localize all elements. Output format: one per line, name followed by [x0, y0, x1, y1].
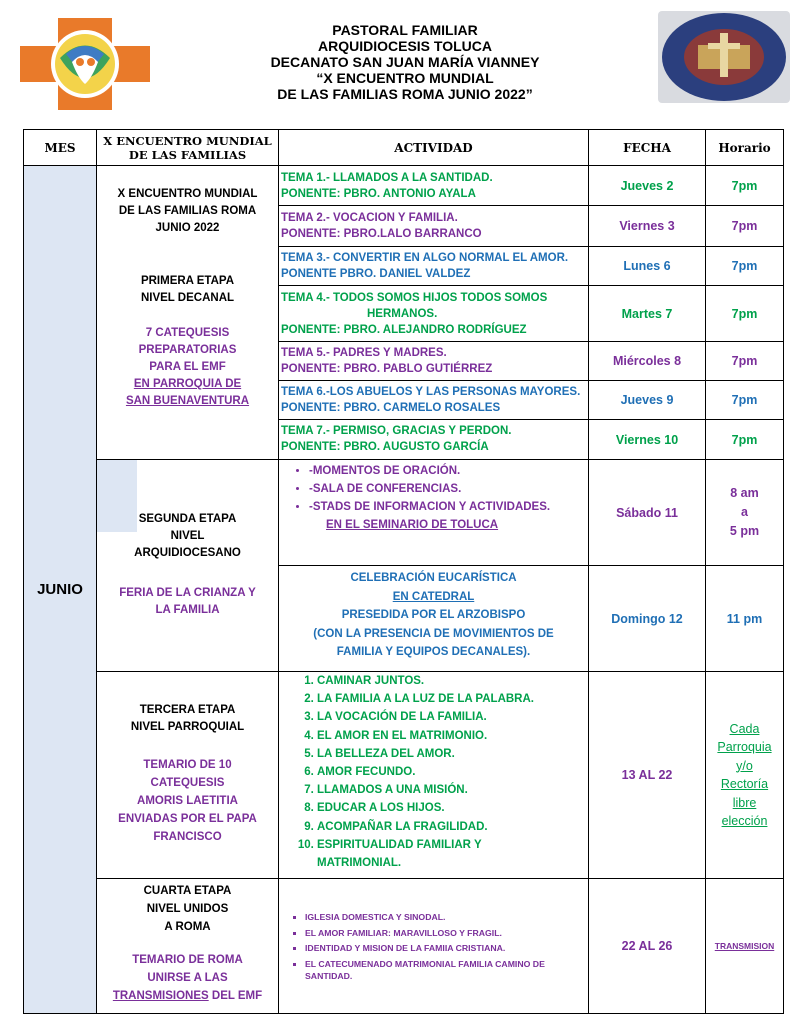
header-line: ARQUIDIOCESIS TOLUCA [318, 38, 492, 54]
fecha-tema-1: Jueves 2 [588, 165, 706, 206]
hora-tema-7: 7pm [705, 419, 784, 460]
header-line: DECANATO SAN JUAN MARÍA VIANNEY [270, 54, 540, 70]
fecha-feria: Sábado 11 [588, 459, 706, 566]
parish-link[interactable]: SAN BUENAVENTURA [125, 395, 250, 407]
activity-tema-3 [278, 246, 589, 286]
fecha-tema-7: Viernes 10 [588, 419, 706, 460]
header-mes: MES [23, 129, 97, 166]
hora-tema-3: 7pm [705, 246, 784, 286]
header-fecha: FECHA [588, 129, 706, 166]
activity-tema-4 [278, 285, 589, 342]
stage-desc-line: FRANCISCO [153, 831, 222, 843]
hora-tema-5: 7pm [705, 341, 784, 381]
catequesis-item: 2. LA FAMILIA A LA LUZ DE LA PALABRA. [317, 690, 588, 708]
tema-ponente: PONENTE: PBRO. AUGUSTO GARCÍA [281, 441, 489, 453]
stage-level: NIVEL UNIDOS [146, 903, 229, 915]
hora-line: 5 pm [729, 524, 760, 538]
month-label: JUNIO [37, 581, 83, 598]
hora-tema-1: 7pm [705, 165, 784, 206]
stage-desc-line: LA FAMILIA [155, 604, 220, 616]
tema-ponente: PONENTE: PBRO. ANTONIO AYALA [281, 188, 476, 200]
hora-tema-6: 7pm [705, 380, 784, 420]
header-actividad: ACTIVIDAD [278, 129, 589, 166]
activity-tema-5 [278, 341, 589, 381]
stage-title: PRIMERA ETAPA [140, 275, 235, 287]
event-line: JUNIO 2022 [155, 222, 220, 234]
month-cell [23, 165, 97, 1014]
transmision-link[interactable]: TRANSMISION [705, 878, 784, 1014]
catedral-link[interactable]: EN CATEDRAL [392, 590, 475, 603]
fecha-tema-3: Lunes 6 [588, 246, 706, 286]
catequesis-item: 7. LLAMADOS A UNA MISIÓN. [317, 781, 588, 799]
catequesis-item: 1. CAMINAR JUNTOS. [317, 672, 588, 690]
activity-tema-7 [278, 419, 589, 460]
seminario-link[interactable]: EN EL SEMINARIO DE TOLUCA [326, 519, 499, 531]
hora-line: Rectoría [720, 777, 769, 791]
hora-misa: 11 pm [705, 565, 784, 672]
hora-feria [705, 459, 784, 566]
event-line: DE LAS FAMILIAS ROMA [118, 205, 257, 217]
catequesis-item: 8. EDUCAR A LOS HIJOS. [317, 799, 588, 817]
stage-desc-line: CATEQUESIS [150, 777, 225, 789]
fecha-roma: 22 AL 26 [588, 878, 706, 1014]
stage-desc-line: 7 CATEQUESIS [145, 327, 230, 339]
parish-link[interactable]: EN PARROQUIA DE [133, 378, 242, 390]
tema-title-cont: HERMANOS. [367, 308, 438, 320]
stage-desc-line: FERIA DE LA CRIANZA Y [119, 587, 256, 599]
hora-line: y/o [736, 758, 753, 773]
stage-title: SEGUNDA ETAPA [138, 513, 237, 525]
header-line: DE LAS FAMILIAS ROMA JUNIO 2022” [277, 86, 533, 102]
hora-tema-4: 7pm [705, 285, 784, 342]
tema-title: TEMA 6.-LOS ABUELOS Y LAS PERSONAS MAYORES. [281, 386, 581, 398]
stage-desc-line: UNIRSE A LAS [147, 972, 228, 984]
tema-title: TEMA 3.- CONVERTIR EN ALGO NORMAL EL AMOR. [281, 252, 569, 264]
tema-title: TEMA 2.- VOCACION Y FAMILIA. [281, 212, 458, 224]
header-horario: Horario [705, 129, 784, 166]
catequesis-item: 3. LA VOCACIÓN DE LA FAMILIA. [317, 708, 588, 726]
activity-roma [278, 878, 589, 1014]
schedule-table [23, 129, 784, 1014]
fecha-tema-2: Viernes 3 [588, 205, 706, 247]
misa-line: CELEBRACIÓN EUCARÍSTICA [350, 572, 517, 584]
roma-item: ▪ IDENTIDAD Y MISION DE LA FAMIIA CRISTIANA. [305, 942, 588, 955]
tema-title: TEMA 1.- LLAMADOS A LA SANTIDAD. [281, 172, 493, 184]
stage-desc-line: PARA EL EMF [149, 361, 226, 373]
roma-item: ▪ IGLESIA DOMESTICA Y SINODAL. [305, 911, 588, 924]
tema-title: TEMA 5.- PADRES Y MADRES. [281, 347, 447, 359]
stage4-description [96, 878, 279, 1014]
event-line: X ENCUENTRO MUNDIAL [117, 188, 258, 200]
hora-line: Cada [729, 721, 760, 736]
roma-item: ▪ EL CATECUMENADO MATRIMONIAL FAMILIA CAMINO DE SANTIDAD. [305, 958, 588, 983]
hora-tema-2: 7pm [705, 205, 784, 247]
stage-desc-tail: DEL EMF [208, 990, 263, 1002]
activity-feria [278, 459, 589, 566]
tema-ponente: PONENTE: PBRO. ALEJANDRO RODRÍGUEZ [281, 324, 527, 336]
tema-title: TEMA 4.- TODOS SOMOS HIJOS TODOS SOMOS [281, 292, 548, 304]
header-encuentro: X ENCUENTRO MUNDIAL DE LAS FAMILIAS [96, 129, 279, 166]
stage-desc-line: ENVIADAS POR EL PAPA [118, 813, 257, 825]
misa-line: (CON LA PRESENCIA DE MOVIMIENTOS DE [313, 627, 554, 640]
hora-line: Parroquia [717, 740, 772, 754]
catequesis-item: 6. AMOR FECUNDO. [317, 763, 588, 781]
activity-amoris [278, 671, 589, 879]
archdiocese-seal [658, 11, 790, 103]
stage1-description [96, 165, 279, 460]
stage-title: CUARTA ETAPA [143, 885, 232, 897]
document-header [170, 22, 640, 102]
fecha-amoris: 13 AL 22 [588, 671, 706, 879]
stage-desc-line: PREPARATORIAS [138, 344, 237, 356]
header-line: “X ENCUENTRO MUNDIAL [316, 70, 494, 86]
stage-level: NIVEL DECANAL [140, 292, 235, 304]
stage-desc-line: TEMARIO DE ROMA [132, 954, 243, 966]
feria-item: • -SALA DE CONFERENCIAS. [309, 480, 588, 498]
catequesis-item: 10. ESPIRITUALIDAD FAMILIAR Y MATRIMONIAL. [317, 836, 588, 872]
hora-line: libre [732, 795, 757, 810]
tema-ponente: PONENTE PBRO. DANIEL VALDEZ [281, 268, 471, 280]
pastoral-logo [20, 18, 150, 110]
stage-level: NIVEL PARROQUIAL [130, 721, 245, 733]
tema-ponente: PONENTE: PBRO. CARMELO ROSALES [281, 402, 501, 414]
activity-misa [278, 565, 589, 672]
stage-desc-line: TEMARIO DE 10 [143, 759, 232, 771]
hora-line: elección [721, 814, 768, 828]
stage-title: TERCERA ETAPA [139, 704, 236, 716]
misa-line: FAMILIA Y EQUIPOS DECANALES). [336, 646, 531, 658]
tema-ponente: PONENTE: PBRO.LALO BARRANCO [281, 228, 482, 240]
hora-line: 8 am [730, 486, 759, 500]
catequesis-item: 9. ACOMPAÑAR LA FRAGILIDAD. [317, 818, 588, 836]
catequesis-item: 4. EL AMOR EN EL MATRIMONIO. [317, 727, 588, 745]
tema-ponente: PONENTE: PBRO. PABLO GUTIÉRREZ [281, 363, 493, 375]
tema-title: TEMA 7.- PERMISO, GRACIAS Y PERDON. [281, 425, 512, 437]
fecha-tema-6: Jueves 9 [588, 380, 706, 420]
stage-level: A ROMA [164, 921, 211, 933]
hora-amoris[interactable] [705, 671, 784, 879]
stage3-description [96, 671, 279, 879]
fecha-tema-5: Miércoles 8 [588, 341, 706, 381]
header-line: PASTORAL FAMILIAR [332, 22, 478, 38]
transmisiones-link[interactable]: TRANSMISIONES [112, 990, 209, 1002]
activity-tema-6 [278, 380, 589, 420]
fecha-tema-4: Martes 7 [588, 285, 706, 342]
hora-line: a [741, 505, 748, 519]
catequesis-item: 5. LA BELLEZA DEL AMOR. [317, 745, 588, 763]
stage-level: ARQUIDIOCESANO [134, 547, 241, 559]
fecha-misa: Domingo 12 [588, 565, 706, 672]
misa-line: PRESEDIDA POR EL ARZOBISPO [341, 609, 526, 621]
stage2-description [96, 459, 279, 672]
activity-tema-1 [278, 165, 589, 206]
feria-item: • -MOMENTOS DE ORACIÓN. [309, 462, 588, 480]
feria-item: • -STADS DE INFORMACION Y ACTIVIDADES. [309, 498, 588, 516]
roma-item: ▪ EL AMOR FAMILIAR: MARAVILLOSO Y FRAGIL. [305, 927, 588, 940]
stage-level: NIVEL [170, 530, 205, 542]
stage-desc-line: AMORIS LAETITIA [137, 795, 238, 807]
activity-tema-2 [278, 205, 589, 247]
